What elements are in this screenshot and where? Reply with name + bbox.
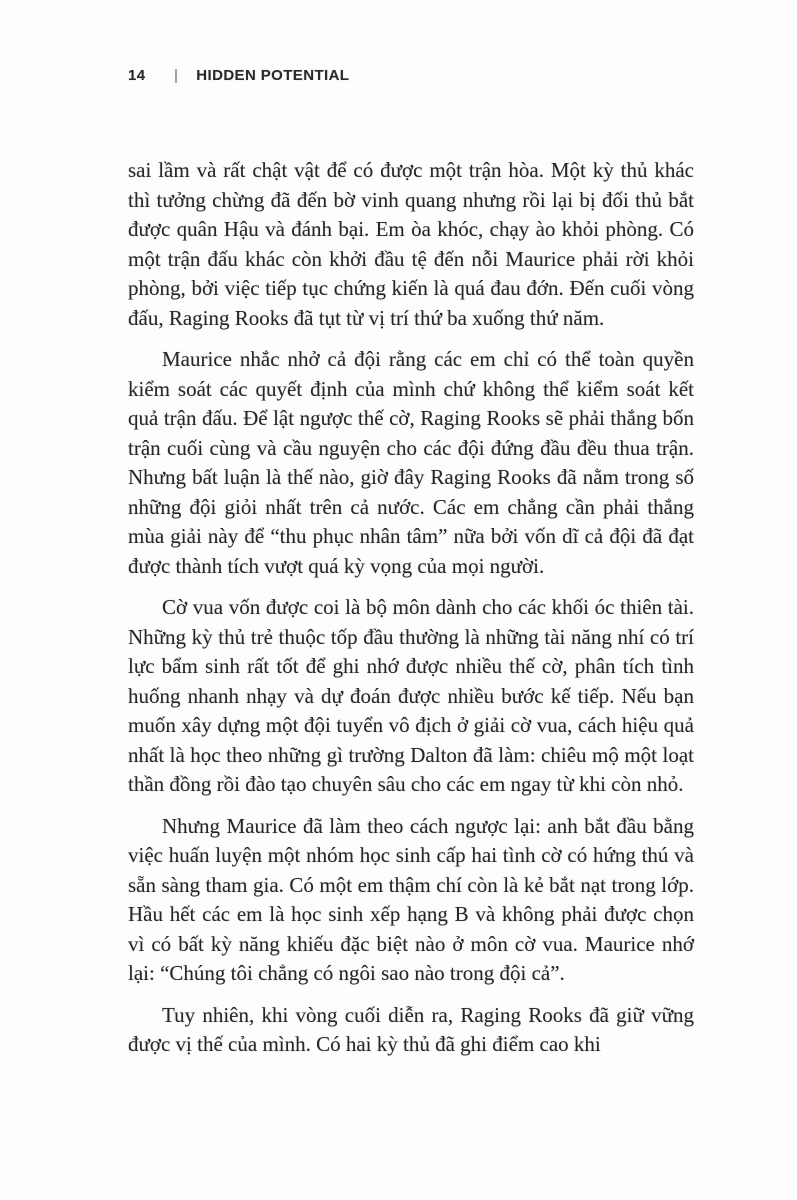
paragraph: Nhưng Maurice đã làm theo cách ngược lại: anh bắt đầu bằng việc huấn luyện một nhóm học sinh cấp hai tình cờ có hứng thú và sẵn sàng tham gia. Có một em thậm chí còn là kẻ bắt nạt trong lớp. Hầu hết các em là học sinh xếp hạng B và không phải được chọn vì có bất kỳ năng khiếu đặc biệt nào ở môn cờ vua. Maurice nhớ lại: “Chúng tôi chẳng có ngôi sao nào trong đội cả”. [128, 813, 694, 985]
paragraph: Tuy nhiên, khi vòng cuối diễn ra, Raging Rooks đã giữ vững được vị thế của mình. Có hai kỳ thủ đã ghi điểm cao khi [128, 1002, 694, 1056]
page-body [128, 156, 694, 1072]
header-separator: | [174, 67, 178, 84]
paragraph: Maurice nhắc nhở cả đội rằng các em chỉ có thể toàn quyền kiểm soát các quyết định của mình chứ không thể kiểm soát kết quả trận đấu. Để lật ngược thế cờ, Raging Rooks sẽ phải thắng bốn trận cuối cùng và cầu nguyện cho các đội đứng đầu đều thua trận. Nhưng bất luận là thế nào, giờ đây Raging Rooks đã nằm trong số những đội giỏi nhất trên cả nước. Các em chẳng cần phải thắng mùa giải này để “thu phục nhân tâm” nữa bởi vốn dĩ cả đội đã đạt được thành tích vượt quá kỳ vọng của mọi người. [128, 347, 694, 578]
page-number: 14 [128, 67, 146, 84]
running-header [128, 67, 349, 84]
paragraph: Cờ vua vốn được coi là bộ môn dành cho các khối óc thiên tài. Những kỳ thủ trẻ thuộc tốp đầu thường là những tài năng nhí có trí lực bẩm sinh rất tốt để ghi nhớ được nhiều thế cờ, phân tích tình huống nhanh nhạy và dự đoán được nhiều bước kế tiếp. Nếu bạn muốn xây dựng một đội tuyển vô địch ở giải cờ vua, cách hiệu quả nhất là học theo những gì trường Dalton đã làm: chiêu mộ một loạt thần đồng rồi đào tạo chuyên sâu cho các em ngay từ khi còn nhỏ. [128, 595, 694, 796]
paragraph: sai lầm và rất chật vật để có được một trận hòa. Một kỳ thủ khác thì tưởng chừng đã đến bờ vinh quang nhưng rồi lại bị đối thủ bắt được quân Hậu và đánh bại. Em òa khóc, chạy ào khỏi phòng. Có một trận đấu khác còn khởi đầu tệ đến nỗi Maurice phải rời khỏi phòng, bởi việc tiếp tục chứng kiến là quá đau đớn. Đến cuối vòng đấu, Raging Rooks đã tụt từ vị trí thứ ba xuống thứ năm. [128, 158, 694, 330]
book-title: HIDDEN POTENTIAL [196, 67, 350, 84]
